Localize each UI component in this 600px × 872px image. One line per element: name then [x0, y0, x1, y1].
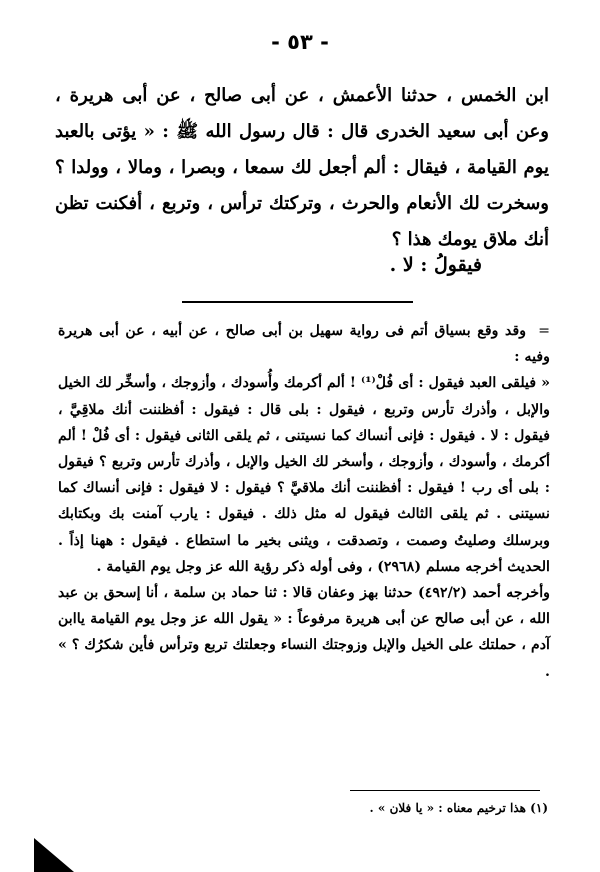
- main-text-block: [55, 78, 549, 258]
- section-divider: [182, 301, 413, 303]
- page-number: - ٥٣ -: [271, 30, 329, 54]
- continuation-marker: =: [538, 323, 550, 339]
- notes-block: [58, 318, 550, 685]
- footnote: (١) هذا ترخيم معناه : « يا فلان » .: [369, 801, 548, 815]
- notes-intro-paragraph: [58, 318, 550, 370]
- main-paragraph: ابن الخمس ، حدثنا الأعمش ، عن أبى صالح ، عن أبى هريرة ، وعن أبى سعيد الخدرى قال : قال رسول الله ﷺ : « يؤتى بالعبد يوم القيامة ، فيقال : ألم أجعل لك سمعا ، وبصرا ، ومالا ، وولدا ؟ وسخرت لك الأنعام والحرث ، وتركتك ترأس ، وتربع ، أفكنت تظن أنك ملاق يومك هذا ؟: [55, 85, 549, 250]
- closing-line: فيقولُ : لا .: [389, 254, 482, 276]
- corner-triangle-mark: [34, 838, 74, 872]
- notes-second: وأخرجه أحمد (٤٩٢/٢) حدثنا بهز وعفان قالا : ثنا حماد بن سلمة ، أنا إسحق بن عبد الله ، عن أبى صالح عن أبى هريرة مرفوعاً : « يقول الله عز وجل يوم القيامة ياابن آدم ، حملتك على الخيل والإبل وزوجتك النساء وجعلتك تربع وترأس فأين شكرُك ؟ » .: [58, 585, 550, 680]
- notes-hadith: « فيلقى العبد فيقول : أى فُلْ⁽¹⁾ ! ألم أكرمك وأُسودك ، وأزوجك ، وأسخِّر لك الخيل والإبل ، وأذرك تأرس وتربع ، فيقول : بلى قال : فيقول : أفظننت أنك ملاقِيَّ ، فيقول : لا . فيقول : فإنى أنساك كما نسيتنى ، ثم يلقى الثانى فيقول : أى فُلْ ! ألم أكرمك ، وأسودك ، وأزوجك ، وأسخر لك الخيل والإبل ، وأذرك تأرس وتربع ؟ فيقول : بلى أى رب ! فيقول : أفظننت أنك ملاقيَّ ؟ فيقول : لا فيقول : فإنى أنساك كما نسيتنى . ثم يلقى الثالث فيقول له مثل ذلك . فيقول : يارب آمنت بك وبكتابك وبرسلك وصليتُ وصمت ، وتصدقت ، ويثنى بخير ما استطاع . فيقول : ههنا إذاً . الحديث أخرجه مسلم (٢٩٦٨) ، وفى أوله ذكر رؤية الله عز وجل يوم القيامة .: [58, 375, 550, 575]
- footnote-divider: [350, 790, 540, 791]
- notes-intro: وقد وقع بسياق أتم فى رواية سهيل بن أبى صالح ، عن أبيه ، عن أبى هريرة وفيه :: [58, 323, 550, 366]
